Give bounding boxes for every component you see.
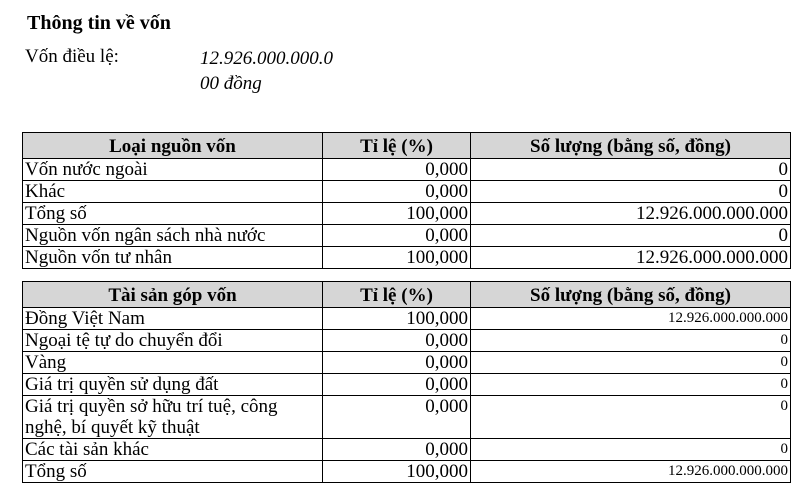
row-ratio: 0,000 [323,159,471,181]
row-amount: 12.926.000.000.000 [471,203,791,225]
row-ratio: 0,000 [323,330,471,352]
charter-capital-value-line1: 12.926.000.000.0 [200,48,333,69]
charter-capital-label: Vốn điều lệ: [25,46,119,67]
header-amount: Số lượng (bằng số, đồng) [471,133,791,159]
table-row [23,374,791,396]
row-amount: 0 [471,159,791,181]
table-row [23,308,791,330]
table-row [23,461,791,483]
table-header-row [23,282,791,308]
header-amount: Số lượng (bằng số, đồng) [471,282,791,308]
header-ratio: Tỉ lệ (%) [323,282,471,308]
row-amount: 0 [471,225,791,247]
row-ratio: 0,000 [323,181,471,203]
row-amount: 12.926.000.000.000 [471,247,791,269]
table-row [23,225,791,247]
table-row [23,159,791,181]
row-amount: 0 [471,374,791,396]
contributed-asset-table [22,281,791,483]
row-ratio: 100,000 [323,203,471,225]
capital-source-table [22,132,791,269]
table-header-row [23,133,791,159]
row-amount: 0 [471,396,791,439]
header-asset-type: Tài sản góp vốn [23,282,323,308]
row-name: Giá trị quyền sử dụng đất [23,374,323,396]
row-amount: 12.926.000.000.000 [471,461,791,483]
row-ratio: 100,000 [323,461,471,483]
header-source-type: Loại nguồn vốn [23,133,323,159]
charter-capital-value-line2: 00 đồng [200,73,262,94]
row-ratio: 0,000 [323,225,471,247]
row-name: Ngoại tệ tự do chuyển đổi [23,330,323,352]
row-ratio: 100,000 [323,308,471,330]
row-name: Tổng số [23,203,323,225]
row-amount: 0 [471,352,791,374]
table-row [23,396,791,439]
row-name: Các tài sản khác [23,439,323,461]
row-ratio: 0,000 [323,396,471,439]
row-ratio: 0,000 [323,439,471,461]
row-name: Giá trị quyền sở hữu trí tuệ, công nghệ, bí quyết kỹ thuật [23,396,323,439]
row-name: Khác [23,181,323,203]
row-name: Vốn nước ngoài [23,159,323,181]
table-row [23,352,791,374]
table-row [23,330,791,352]
row-amount: 0 [471,439,791,461]
table-row [23,439,791,461]
row-name: Nguồn vốn tư nhân [23,247,323,269]
row-name: Vàng [23,352,323,374]
row-name: Đồng Việt Nam [23,308,323,330]
table-row [23,247,791,269]
table-row [23,203,791,225]
row-name: Tổng số [23,461,323,483]
row-name: Nguồn vốn ngân sách nhà nước [23,225,323,247]
table-row [23,181,791,203]
row-ratio: 0,000 [323,374,471,396]
row-ratio: 100,000 [323,247,471,269]
header-ratio: Tỉ lệ (%) [323,133,471,159]
row-amount: 12.926.000.000.000 [471,308,791,330]
row-amount: 0 [471,330,791,352]
row-ratio: 0,000 [323,352,471,374]
row-amount: 0 [471,181,791,203]
charter-capital-value [200,46,370,96]
section-title: Thông tin về vốn [27,12,171,34]
